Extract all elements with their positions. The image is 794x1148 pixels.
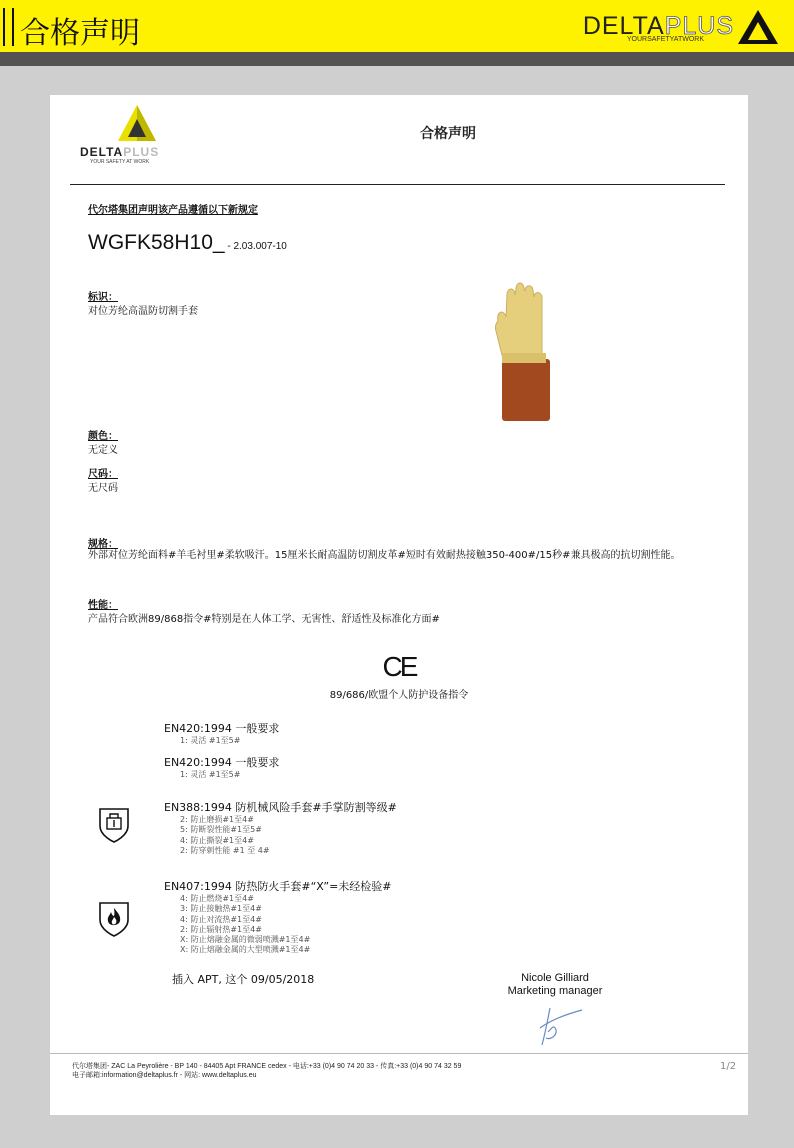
marking-value: 对位芳纶高温防切割手套 — [88, 306, 198, 317]
color-label: 颜色： — [88, 431, 118, 442]
banner-title: 合格声明 — [20, 16, 140, 51]
deltaplus-logo-icon — [118, 105, 156, 141]
issued-line: 插入 APT, 这个 09/05/2018 — [172, 973, 315, 986]
standard-item: 3: 防止接触热#1至4# — [180, 904, 262, 914]
standard-item: X: 防止熔融金属的大型喷溅#1至4# — [180, 945, 311, 955]
performance-label: 性能： — [88, 600, 118, 611]
standard-block — [164, 878, 392, 956]
fire-shield-icon — [97, 900, 131, 938]
header-rule — [70, 184, 725, 185]
standard-block — [164, 720, 279, 746]
mechanical-risk-shield-icon — [97, 806, 131, 844]
banner-divider — [0, 52, 794, 66]
document-title: 合格声明 — [420, 126, 476, 142]
signer-name: Nicole Gilliard — [521, 972, 589, 984]
standard-item: 2: 防止辐射热#1至4# — [180, 924, 262, 934]
product-code-line — [88, 231, 287, 255]
product-ref: - 2.03.007-10 — [224, 241, 287, 252]
standard-title: EN420:1994 一般要求 — [164, 756, 280, 769]
performance-value: 产品符合欧洲89/868指令#特别是在人体工学、无害性、舒适性及标准化方面# — [88, 614, 440, 625]
size-label: 尺码： — [88, 469, 118, 480]
standard-block — [164, 799, 397, 856]
banner-bars-icon — [3, 8, 14, 46]
logo-slogan: YOUR SAFETY AT WORK — [90, 159, 150, 165]
logo-delta: DELTA — [80, 145, 124, 159]
footer-contact — [72, 1062, 461, 1080]
standard-item: 4: 防止对流热#1至4# — [180, 914, 262, 924]
color-value: 无定义 — [88, 445, 118, 456]
footer-address: 代尔塔集团- ZAC La Peyrolière - BP 140 - 84405 Apt FRANCE cedex - 电话:+33 (0)4 90 74 20 33 - 传真:+33 (0)4 90 74 32 59 — [72, 1063, 462, 1070]
standard-item: 1: 灵活 #1至5# — [180, 770, 241, 779]
ce-mark: CE — [382, 651, 416, 682]
page-number: 1/2 — [720, 1061, 737, 1072]
standard-title: EN407:1994 防热防火手套#“X”=未经检验# — [164, 880, 392, 893]
size-value: 无尺码 — [88, 483, 118, 494]
certificate-page — [50, 95, 748, 1115]
standard-item: 2: 防止磨损#1至4# — [180, 815, 254, 824]
standard-item: 1: 灵活 #1至5# — [180, 736, 241, 745]
standard-item: 4: 防止燃烧#1至4# — [180, 894, 254, 903]
standard-item: X: 防止熔融金属的微弱喷溅#1至4# — [180, 935, 311, 945]
standard-title: EN420:1994 一般要求 — [164, 722, 280, 735]
signature-image — [490, 1000, 620, 1050]
standard-item: 2: 防穿刺性能 #1 至 4# — [180, 845, 270, 855]
standard-block — [164, 754, 279, 780]
marking-label: 标识： — [88, 292, 118, 303]
spec-value: 外部对位芳纶面料#羊毛衬里#柔软吸汗。15厘米长耐高温防切割皮革#短时有效耐热接触350-400#/15秒#兼具极高的抗切割性能。 — [88, 550, 681, 561]
standard-item: 5: 防断裂性能#1至5# — [180, 825, 262, 835]
standard-item: 4: 防止撕裂#1至4# — [180, 835, 254, 845]
brand-plus: PLUS — [664, 12, 734, 40]
top-banner — [0, 0, 794, 52]
product-code: WGFK58H10_ — [88, 231, 225, 254]
brand-slogan: YOURSAFETYATWORK — [626, 36, 704, 43]
deltaplus-triangle-icon — [738, 10, 778, 44]
brand-delta: DELTA — [582, 12, 665, 40]
footer-rule — [50, 1053, 748, 1054]
spec-label: 规格： — [88, 539, 118, 550]
standard-title: EN388:1994 防机械风险手套#手掌防割等级# — [164, 801, 397, 814]
logo-wordmark — [80, 145, 159, 159]
ce-directive: 89/686/欧盟个人防护设备指令 — [329, 690, 469, 701]
footer-web: 电子邮箱:information@deltaplus.fr - 网站: www.deltaplus.eu — [72, 1072, 257, 1079]
glove-image — [490, 281, 560, 421]
declaration-text: 代尔塔集团声明该产品遵循以下新规定 — [88, 205, 258, 216]
logo-plus: PLUS — [123, 145, 160, 159]
signer-title: Marketing manager — [507, 985, 603, 997]
